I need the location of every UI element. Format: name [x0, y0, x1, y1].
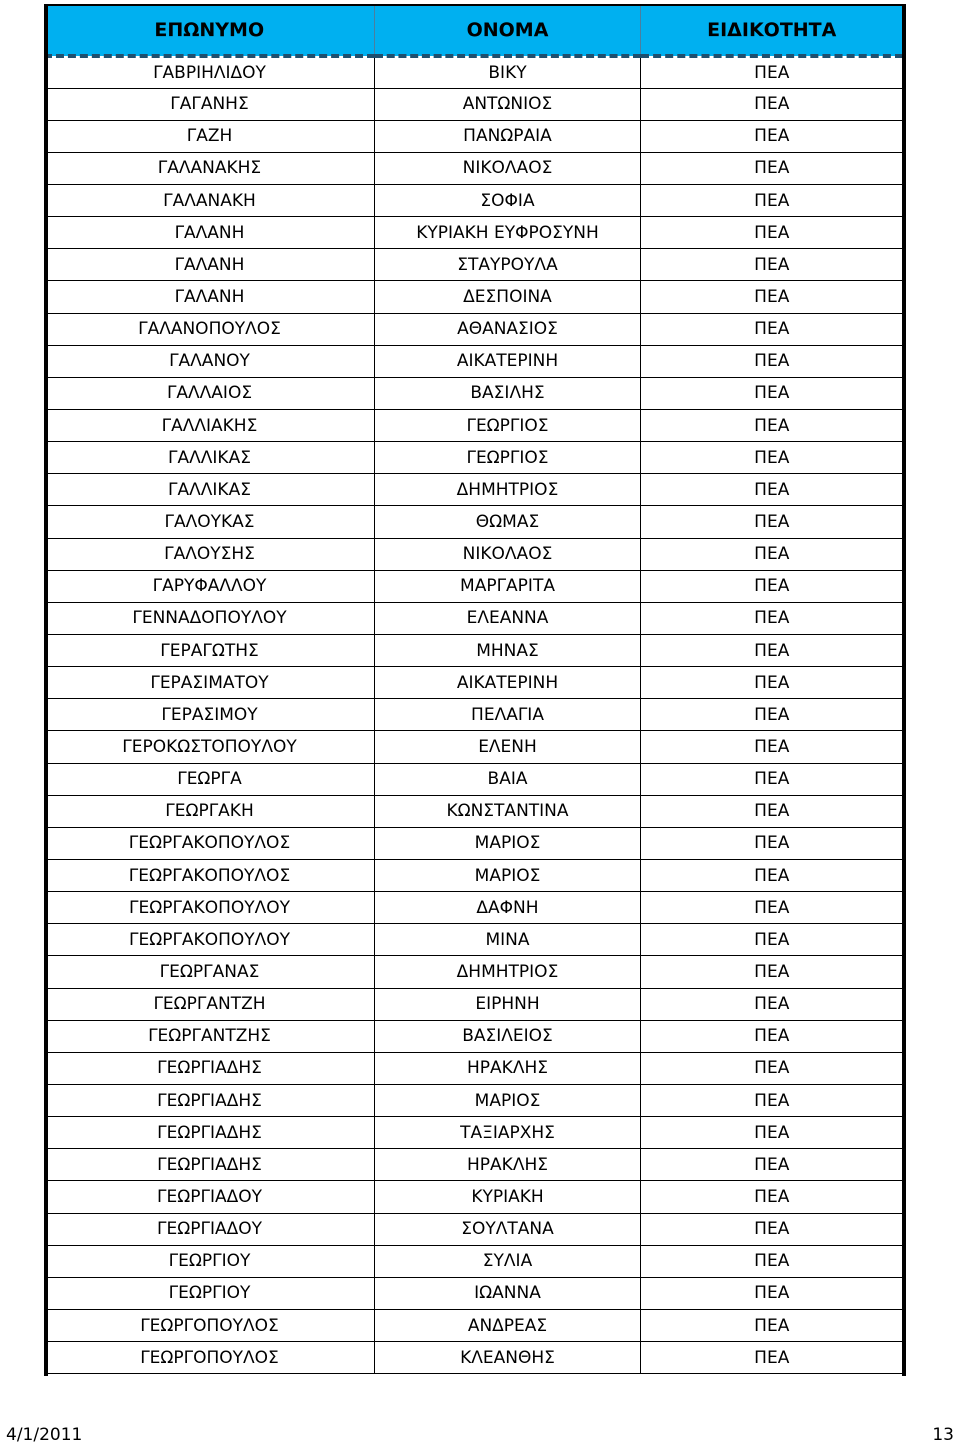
table-row: [45, 924, 903, 956]
table-row: [45, 635, 903, 667]
cell-surname: ΓΑΛΛΙΑΚΗΣ: [45, 410, 375, 442]
cell-name: ΚΥΡΙΑΚΗ ΕΥΦΡΟΣΥΝΗ: [375, 217, 641, 249]
cell-name: ΤΑΞΙΑΡΧΗΣ: [375, 1117, 641, 1149]
cell-name: ΒΑΙΑ: [375, 763, 641, 795]
cell-specialty: ΠΕΑ: [641, 699, 903, 731]
cell-name: ΠΑΝΩΡΑΙΑ: [375, 120, 641, 152]
cell-specialty: ΠΕΑ: [641, 249, 903, 281]
table-row: [45, 217, 903, 249]
cell-surname: ΓΕΩΡΓΑΚΟΠΟΥΛΟΣ: [45, 827, 375, 859]
cell-name: ΠΕΛΑΓΙΑ: [375, 699, 641, 731]
table-row: [45, 699, 903, 731]
cell-name: ΔΗΜΗΤΡΙΟΣ: [375, 474, 641, 506]
cell-name: ΓΕΩΡΓΙΟΣ: [375, 410, 641, 442]
table-row: [45, 1020, 903, 1052]
cell-name: ΣΟΥΛΤΑΝΑ: [375, 1213, 641, 1245]
cell-name: ΚΛΕΑΝΘΗΣ: [375, 1342, 641, 1374]
cell-name: ΝΙΚΟΛΑΟΣ: [375, 538, 641, 570]
cell-specialty: ΠΕΑ: [641, 410, 903, 442]
table-row: [45, 892, 903, 924]
cell-name: ΓΕΩΡΓΙΟΣ: [375, 442, 641, 474]
table-row: [45, 1245, 903, 1277]
table-row: [45, 152, 903, 184]
cell-surname: ΓΑΛΟΥΚΑΣ: [45, 506, 375, 538]
cell-surname: ΓΕΩΡΓΙΟΥ: [45, 1277, 375, 1309]
table-row: [45, 185, 903, 217]
table-row: [45, 827, 903, 859]
cell-surname: ΓΑΒΡΙΗΛΙΔΟΥ: [45, 56, 375, 88]
cell-name: ΔΗΜΗΤΡΙΟΣ: [375, 956, 641, 988]
cell-surname: ΓΕΩΡΓΑΚΟΠΟΥΛΟΥ: [45, 924, 375, 956]
header-specialty: ΕΙΔΙΚΟΤΗΤΑ: [641, 6, 903, 56]
cell-surname: ΓΑΡΥΦΑΛΛΟΥ: [45, 570, 375, 602]
cell-surname: ΓΕΡΟΚΩΣΤΟΠΟΥΛΟΥ: [45, 731, 375, 763]
cell-name: ΣΟΦΙΑ: [375, 185, 641, 217]
cell-specialty: ΠΕΑ: [641, 795, 903, 827]
cell-specialty: ΠΕΑ: [641, 892, 903, 924]
cell-surname: ΓΕΝΝΑΔΟΠΟΥΛΟΥ: [45, 602, 375, 634]
table-row: [45, 88, 903, 120]
cell-surname: ΓΕΩΡΓΙΑΔΟΥ: [45, 1181, 375, 1213]
cell-name: ΜΙΝΑ: [375, 924, 641, 956]
cell-surname: ΓΕΩΡΓΑΝΑΣ: [45, 956, 375, 988]
cell-specialty: ΠΕΑ: [641, 1213, 903, 1245]
cell-specialty: ΠΕΑ: [641, 667, 903, 699]
cell-specialty: ΠΕΑ: [641, 1342, 903, 1374]
cell-name: ΚΩΝΣΤΑΝΤΙΝΑ: [375, 795, 641, 827]
cell-specialty: ΠΕΑ: [641, 281, 903, 313]
cell-name: ΔΑΦΝΗ: [375, 892, 641, 924]
cell-specialty: ΠΕΑ: [641, 1181, 903, 1213]
cell-surname: ΓΑΛΛΙΚΑΣ: [45, 474, 375, 506]
table-row: [45, 1342, 903, 1374]
cell-surname: ΓΕΩΡΓΙΟΥ: [45, 1245, 375, 1277]
table-row: [45, 731, 903, 763]
cell-surname: ΓΑΖΗ: [45, 120, 375, 152]
staff-table: [44, 6, 903, 1374]
cell-name: ΒΑΣΙΛΕΙΟΣ: [375, 1020, 641, 1052]
table-row: [45, 120, 903, 152]
cell-specialty: ΠΕΑ: [641, 924, 903, 956]
table-row: [45, 763, 903, 795]
cell-specialty: ΠΕΑ: [641, 56, 903, 88]
cell-surname: ΓΕΩΡΓΙΑΔΗΣ: [45, 1149, 375, 1181]
cell-specialty: ΠΕΑ: [641, 1245, 903, 1277]
cell-surname: ΓΑΛΑΝΟΠΟΥΛΟΣ: [45, 313, 375, 345]
table-row: [45, 1213, 903, 1245]
table-row: [45, 795, 903, 827]
cell-name: ΕΙΡΗΝΗ: [375, 988, 641, 1020]
cell-surname: ΓΑΛΑΝΟΥ: [45, 345, 375, 377]
cell-surname: ΓΑΛΟΥΣΗΣ: [45, 538, 375, 570]
cell-surname: ΓΕΡΑΣΙΜΟΥ: [45, 699, 375, 731]
table-row: [45, 1181, 903, 1213]
cell-name: ΜΑΡΙΟΣ: [375, 827, 641, 859]
cell-specialty: ΠΕΑ: [641, 1052, 903, 1084]
cell-surname: ΓΕΩΡΓΙΑΔΗΣ: [45, 1052, 375, 1084]
cell-name: ΕΛΕΑΝΝΑ: [375, 602, 641, 634]
cell-name: ΒΑΣΙΛΗΣ: [375, 377, 641, 409]
cell-specialty: ΠΕΑ: [641, 538, 903, 570]
cell-surname: ΓΕΩΡΓΑΚΟΠΟΥΛΟΣ: [45, 860, 375, 892]
cell-name: ΕΛΕΝΗ: [375, 731, 641, 763]
cell-name: ΑΙΚΑΤΕΡΙΝΗ: [375, 667, 641, 699]
cell-surname: ΓΑΛΛΑΙΟΣ: [45, 377, 375, 409]
table-row: [45, 474, 903, 506]
table-row: [45, 1149, 903, 1181]
cell-specialty: ΠΕΑ: [641, 442, 903, 474]
cell-surname: ΓΑΛΑΝΑΚΗΣ: [45, 152, 375, 184]
header-surname: ΕΠΩΝΥΜΟ: [45, 6, 375, 56]
cell-name: ΣΤΑΥΡΟΥΛΑ: [375, 249, 641, 281]
cell-specialty: ΠΕΑ: [641, 860, 903, 892]
cell-surname: ΓΕΩΡΓΙΑΔΟΥ: [45, 1213, 375, 1245]
cell-specialty: ΠΕΑ: [641, 763, 903, 795]
cell-specialty: ΠΕΑ: [641, 1020, 903, 1052]
cell-specialty: ΠΕΑ: [641, 988, 903, 1020]
cell-name: ΔΕΣΠΟΙΝΑ: [375, 281, 641, 313]
cell-name: ΝΙΚΟΛΑΟΣ: [375, 152, 641, 184]
cell-name: ΒΙΚΥ: [375, 56, 641, 88]
cell-specialty: ΠΕΑ: [641, 185, 903, 217]
table-row: [45, 377, 903, 409]
cell-specialty: ΠΕΑ: [641, 570, 903, 602]
table-row: [45, 506, 903, 538]
table-row: [45, 988, 903, 1020]
cell-name: ΙΩΑΝΝΑ: [375, 1277, 641, 1309]
cell-surname: ΓΑΛΑΝΗ: [45, 249, 375, 281]
table-row: [45, 1309, 903, 1341]
cell-name: ΚΥΡΙΑΚΗ: [375, 1181, 641, 1213]
cell-surname: ΓΕΩΡΓΙΑΔΗΣ: [45, 1117, 375, 1149]
cell-name: ΗΡΑΚΛΗΣ: [375, 1149, 641, 1181]
cell-specialty: ΠΕΑ: [641, 120, 903, 152]
cell-name: ΜΑΡΙΟΣ: [375, 1085, 641, 1117]
cell-surname: ΓΕΩΡΓΑΝΤΖΗ: [45, 988, 375, 1020]
cell-surname: ΓΕΩΡΓΑΚΟΠΟΥΛΟΥ: [45, 892, 375, 924]
cell-name: ΜΑΡΓΑΡΙΤΑ: [375, 570, 641, 602]
cell-surname: ΓΑΛΛΙΚΑΣ: [45, 442, 375, 474]
cell-specialty: ΠΕΑ: [641, 1309, 903, 1341]
table-body: [45, 56, 903, 1374]
footer-date: 4/1/2011: [6, 1425, 83, 1445]
cell-specialty: ΠΕΑ: [641, 217, 903, 249]
cell-specialty: ΠΕΑ: [641, 827, 903, 859]
cell-surname: ΓΕΡΑΣΙΜΑΤΟΥ: [45, 667, 375, 699]
table-row: [45, 602, 903, 634]
table-header: [45, 6, 903, 56]
cell-specialty: ΠΕΑ: [641, 377, 903, 409]
table-row: [45, 956, 903, 988]
cell-surname: ΓΑΛΑΝΗ: [45, 217, 375, 249]
table-row: [45, 570, 903, 602]
cell-specialty: ΠΕΑ: [641, 152, 903, 184]
cell-specialty: ΠΕΑ: [641, 345, 903, 377]
cell-name: ΜΑΡΙΟΣ: [375, 860, 641, 892]
cell-name: ΑΙΚΑΤΕΡΙΝΗ: [375, 345, 641, 377]
cell-specialty: ΠΕΑ: [641, 956, 903, 988]
cell-specialty: ΠΕΑ: [641, 602, 903, 634]
cell-name: ΑΘΑΝΑΣΙΟΣ: [375, 313, 641, 345]
header-name: ΟΝΟΜΑ: [375, 6, 641, 56]
table-row: [45, 1085, 903, 1117]
sheet: [44, 4, 906, 1376]
cell-surname: ΓΑΓΑΝΗΣ: [45, 88, 375, 120]
cell-specialty: ΠΕΑ: [641, 313, 903, 345]
cell-name: ΑΝΔΡΕΑΣ: [375, 1309, 641, 1341]
cell-surname: ΓΕΩΡΓΟΠΟΥΛΟΣ: [45, 1309, 375, 1341]
cell-specialty: ΠΕΑ: [641, 474, 903, 506]
page-number: 13: [932, 1425, 954, 1445]
table-row: [45, 1052, 903, 1084]
cell-surname: ΓΕΩΡΓΙΑΔΗΣ: [45, 1085, 375, 1117]
cell-specialty: ΠΕΑ: [641, 635, 903, 667]
cell-specialty: ΠΕΑ: [641, 731, 903, 763]
cell-specialty: ΠΕΑ: [641, 1085, 903, 1117]
table-row: [45, 345, 903, 377]
cell-specialty: ΠΕΑ: [641, 88, 903, 120]
cell-name: ΑΝΤΩΝΙΟΣ: [375, 88, 641, 120]
cell-surname: ΓΕΡΑΓΩΤΗΣ: [45, 635, 375, 667]
table-row: [45, 56, 903, 88]
cell-specialty: ΠΕΑ: [641, 1117, 903, 1149]
cell-surname: ΓΑΛΑΝΑΚΗ: [45, 185, 375, 217]
cell-surname: ΓΕΩΡΓΑ: [45, 763, 375, 795]
cell-surname: ΓΕΩΡΓΟΠΟΥΛΟΣ: [45, 1342, 375, 1374]
cell-name: ΣΥΛΙΑ: [375, 1245, 641, 1277]
cell-surname: ΓΕΩΡΓΑΝΤΖΗΣ: [45, 1020, 375, 1052]
table-row: [45, 281, 903, 313]
table-row: [45, 667, 903, 699]
cell-surname: ΓΑΛΑΝΗ: [45, 281, 375, 313]
cell-specialty: ΠΕΑ: [641, 1277, 903, 1309]
cell-name: ΘΩΜΑΣ: [375, 506, 641, 538]
table-row: [45, 442, 903, 474]
table-row: [45, 249, 903, 281]
cell-specialty: ΠΕΑ: [641, 1149, 903, 1181]
table-row: [45, 410, 903, 442]
cell-surname: ΓΕΩΡΓΑΚΗ: [45, 795, 375, 827]
table-row: [45, 1277, 903, 1309]
table-row: [45, 313, 903, 345]
cell-specialty: ΠΕΑ: [641, 506, 903, 538]
cell-name: ΗΡΑΚΛΗΣ: [375, 1052, 641, 1084]
table-row: [45, 860, 903, 892]
table-row: [45, 1117, 903, 1149]
table-row: [45, 538, 903, 570]
cell-name: ΜΗΝΑΣ: [375, 635, 641, 667]
